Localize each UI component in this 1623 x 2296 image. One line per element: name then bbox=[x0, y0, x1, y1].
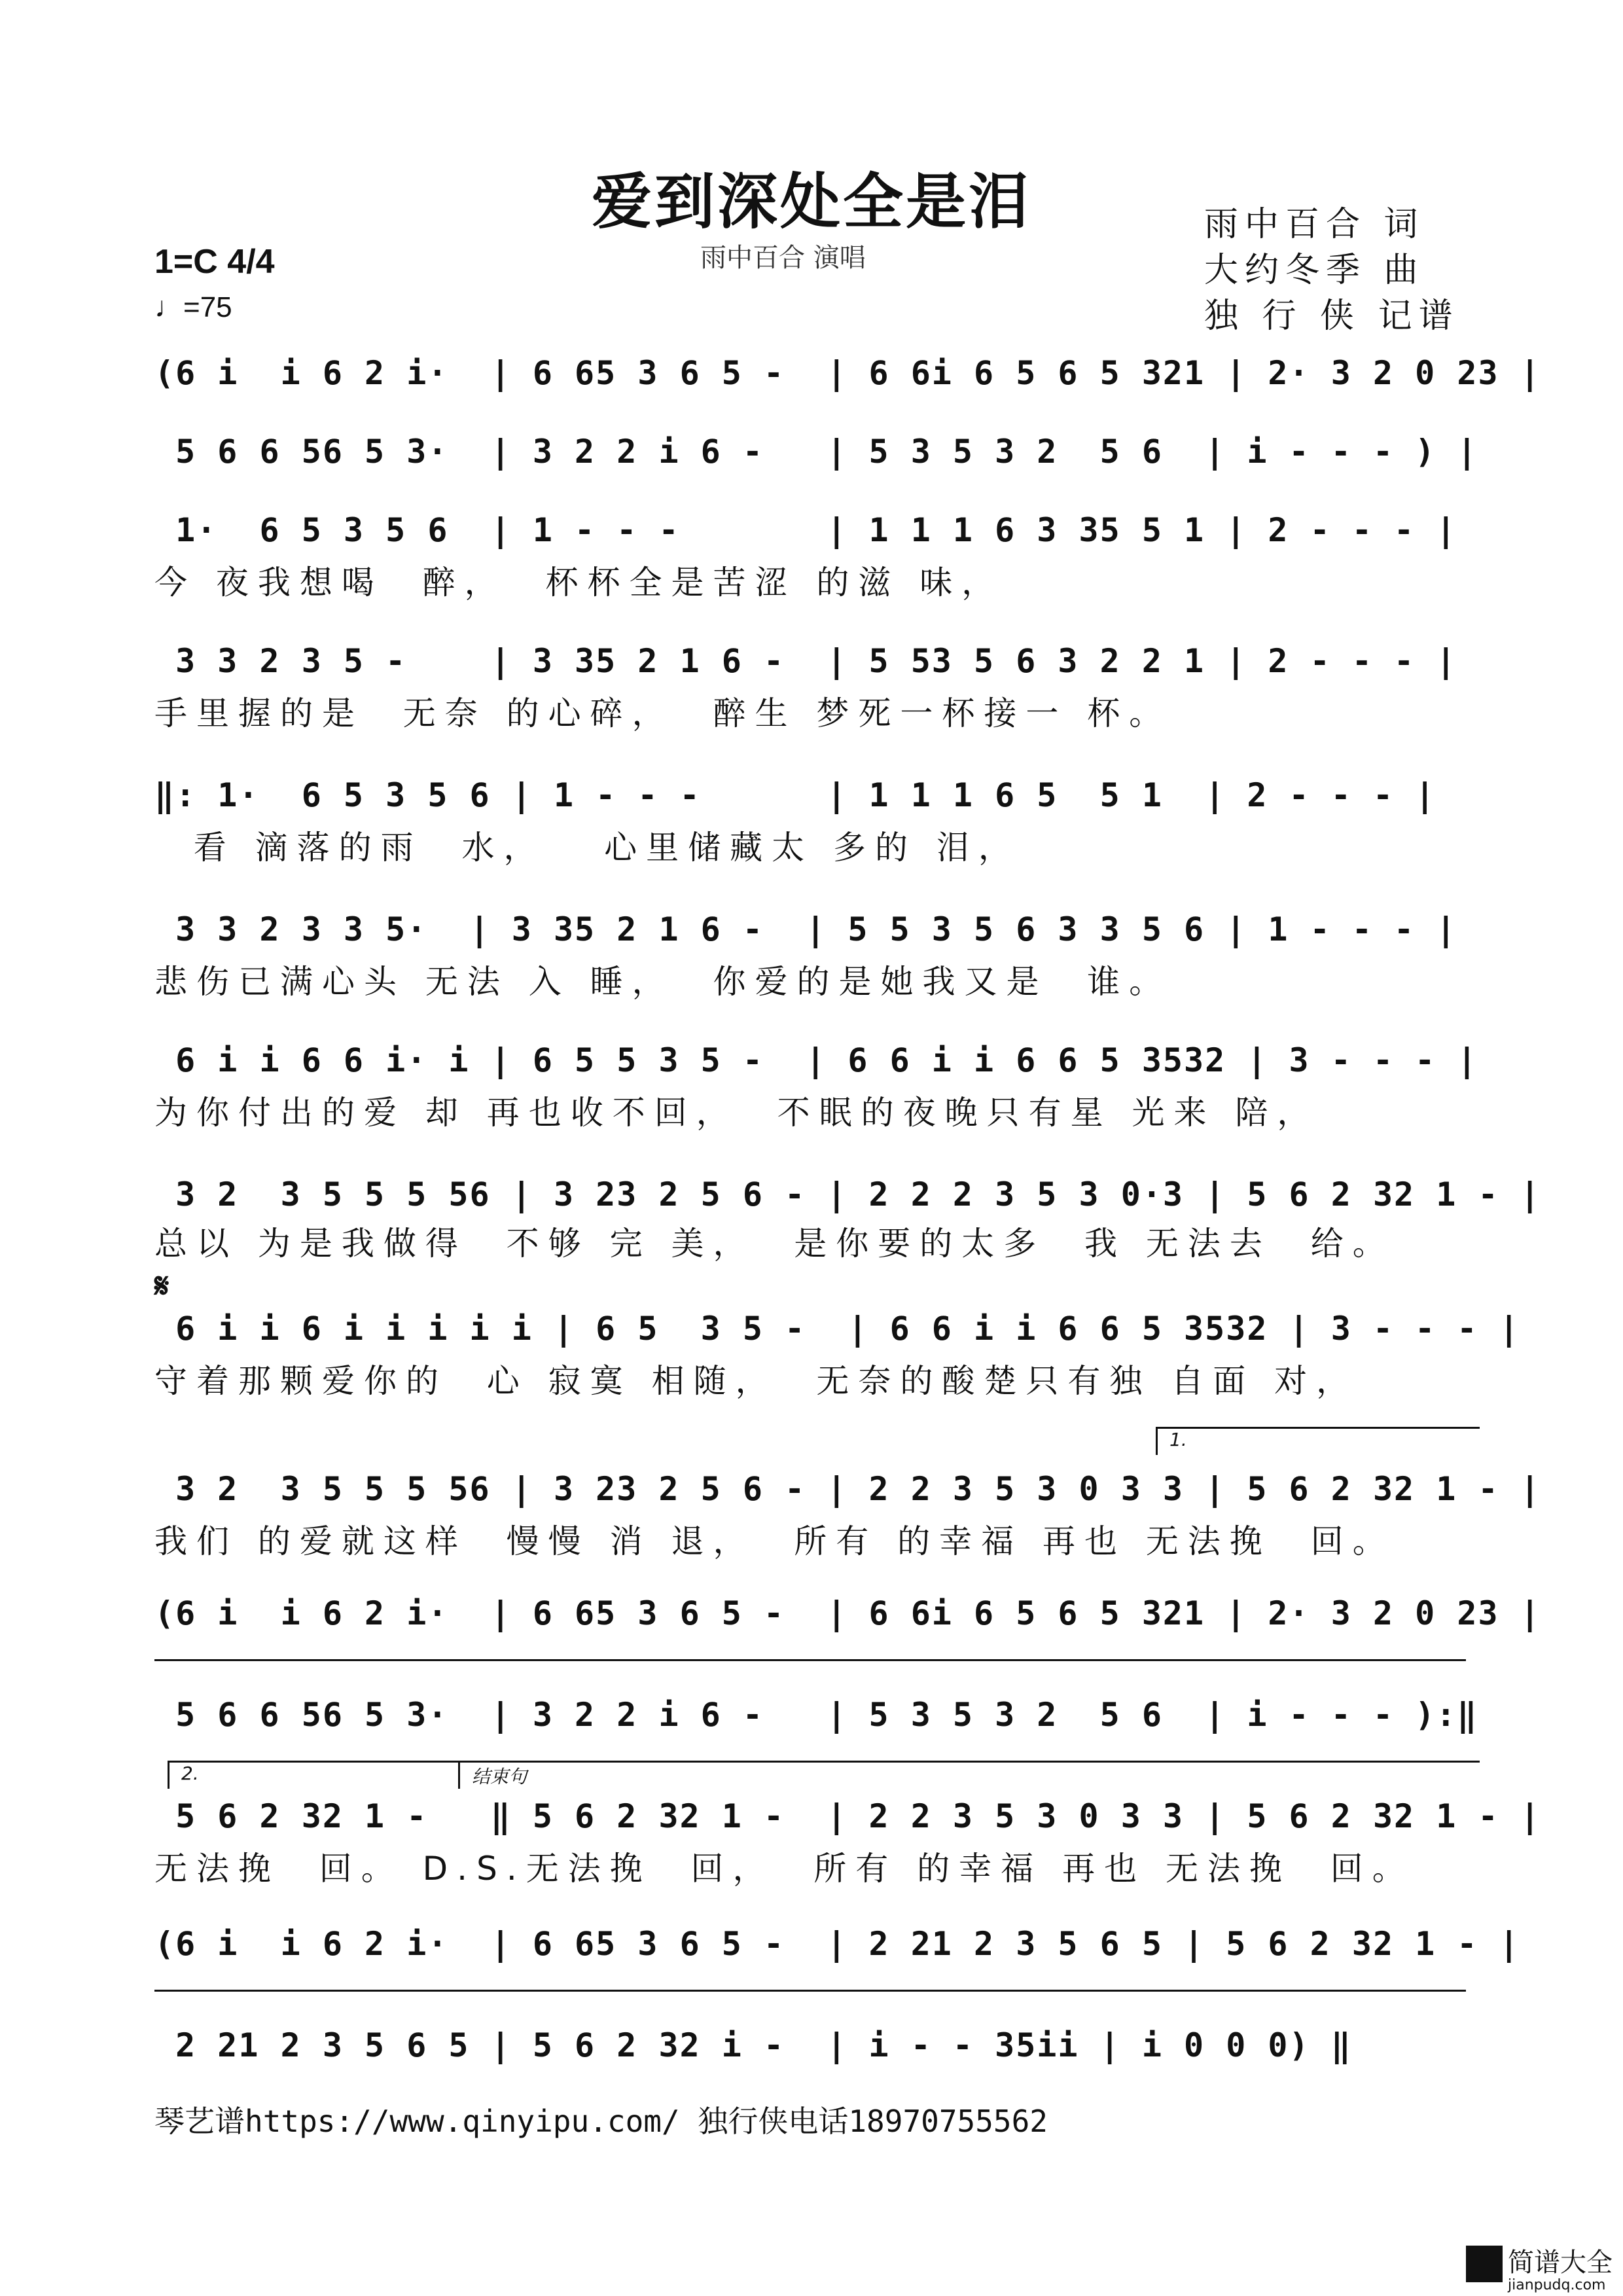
score-row-3-lyrics: 今 夜我想喝 醉， 杯杯全是苦涩 的滋 味， bbox=[154, 564, 1004, 601]
score-row-9-notes: 6 i i 6 i i i i i | 6 5 3 5 - | 6 6 i i 6 6 5 3532 | 3 - - - | bbox=[154, 1310, 1520, 1348]
volta-2-bracket: 2. bbox=[168, 1761, 463, 1789]
score-row-7-lyrics: 为你付出的爱 却 再也收不回， 不眠的夜晚只有星 光来 陪， bbox=[154, 1094, 1319, 1132]
score-row-13-lyrics: 无法挽 回。 D.S.无法挽 回， 所有 的幸福 再也 无法挽 回。 bbox=[154, 1850, 1414, 1888]
score-row-7-notes: 6 i i 6 6 i· i | 6 5 5 3 5 - | 6 6 i i 6 6 5 3532 | 3 - - - | bbox=[154, 1041, 1478, 1079]
score-row-13-notes: 5 6 2 32 1 - ‖ 5 6 2 32 1 - | 2 2 3 5 3 0 3 3 | 5 6 2 32 1 - | bbox=[154, 1797, 1541, 1835]
score-row-9-lyrics: 守着那颗爱你的 心 寂寞 相随， 无奈的酸楚只有独 自面 对， bbox=[154, 1362, 1359, 1400]
ending-bracket: 结束句 bbox=[458, 1761, 1480, 1789]
piano-logo-icon bbox=[1466, 2246, 1503, 2282]
score-row-4-notes: 3 3 2 3 5 - | 3 35 2 1 6 - | 5 53 5 6 3 2 2 1 | 2 - - - | bbox=[154, 642, 1457, 680]
segno-sign: 𝄋 bbox=[154, 1266, 169, 1306]
score-row-3-notes: 1· 6 5 3 5 6 | 1 - - - | 1 1 1 6 3 35 5 1 | 2 - - - | bbox=[154, 511, 1457, 549]
score-row-11-notes: (6 i i 6 2 i· | 6 65 3 6 5 - | 6 6i 6 5 6 5 321 | 2· 3 2 0 23 | bbox=[154, 1594, 1541, 1632]
score-row-2-notes: 5 6 6 56 5 3· | 3 2 2 i 6 - | 5 3 5 3 2 5 6 | i - - - ) | bbox=[154, 433, 1478, 471]
volta-1-bracket: 1. bbox=[1156, 1427, 1480, 1455]
score-row-14-notes: (6 i i 6 2 i· | 6 65 3 6 5 - | 2 21 2 3 5 6 5 | 5 6 2 32 1 - | bbox=[154, 1925, 1520, 1963]
score-row-12-notes: 5 6 6 56 5 3· | 3 2 2 i 6 - | 5 3 5 3 2 5 6 | i - - - ):‖ bbox=[154, 1696, 1478, 1734]
score-row-5-lyrics: 看 滴落的雨 水， 心里储藏太 多的 泪， bbox=[154, 829, 1020, 867]
score-row-4-lyrics: 手里握的是 无奈 的心碎， 醉生 梦死一杯接一 杯。 bbox=[154, 694, 1171, 732]
song-title: 爱到深处全是泪 bbox=[591, 166, 1031, 237]
site-logo bbox=[1466, 2242, 1613, 2293]
composer-credit: 大约冬季 曲 bbox=[1204, 251, 1425, 290]
logo-text: 简谱大全 bbox=[1508, 2248, 1613, 2278]
staff-divider bbox=[154, 1990, 1466, 1992]
score-row-1-notes: (6 i i 6 2 i· | 6 65 3 6 5 - | 6 6i 6 5 6 5 321 | 2· 3 2 0 23 | bbox=[154, 354, 1541, 392]
score-row-6-notes: 3 3 2 3 3 5· | 3 35 2 1 6 - | 5 5 3 5 6 3 3 5 6 | 1 - - - | bbox=[154, 910, 1457, 948]
staff-divider bbox=[154, 1659, 1466, 1661]
score-row-10-lyrics: 我们 的爱就这样 慢慢 消 退， 所有 的幸福 再也 无法挽 回。 bbox=[154, 1522, 1395, 1560]
singer-credit: 雨中百合 演唱 bbox=[700, 243, 866, 273]
score-row-8-lyrics: 总以 为是我做得 不够 完 美， 是你要的太多 我 无法去 给。 bbox=[154, 1225, 1395, 1263]
transcriber-credit: 独 行 侠 记谱 bbox=[1204, 296, 1459, 336]
logo-url: jianpudq.com bbox=[1508, 2277, 1606, 2293]
tempo-marking: ♩=75 bbox=[154, 291, 232, 323]
key-signature: 1=C 4/4 bbox=[154, 243, 275, 281]
score-row-5-notes: ‖: 1· 6 5 3 5 6 | 1 - - - | 1 1 1 6 5 5 1 | 2 - - - | bbox=[154, 776, 1436, 814]
lyricist-credit: 雨中百合 词 bbox=[1204, 205, 1425, 244]
score-row-15-notes: 2 21 2 3 5 6 5 | 5 6 2 32 i - | i - - 35ii | i 0 0 0) ‖ bbox=[154, 2026, 1352, 2064]
footer-text: 琴艺谱https://www.qinyipu.com/ 独行侠电话18970755562 bbox=[154, 2104, 1048, 2139]
score-row-8-notes: 3 2 3 5 5 5 56 | 3 23 2 5 6 - | 2 2 2 3 5 3 0·3 | 5 6 2 32 1 - | bbox=[154, 1175, 1541, 1213]
score-row-6-lyrics: 悲伤已满心头 无法 入 睡， 你爱的是她我又是 谁。 bbox=[154, 963, 1171, 1001]
score-row-10-notes: 3 2 3 5 5 5 56 | 3 23 2 5 6 - | 2 2 3 5 3 0 3 3 | 5 6 2 32 1 - | bbox=[154, 1470, 1541, 1508]
